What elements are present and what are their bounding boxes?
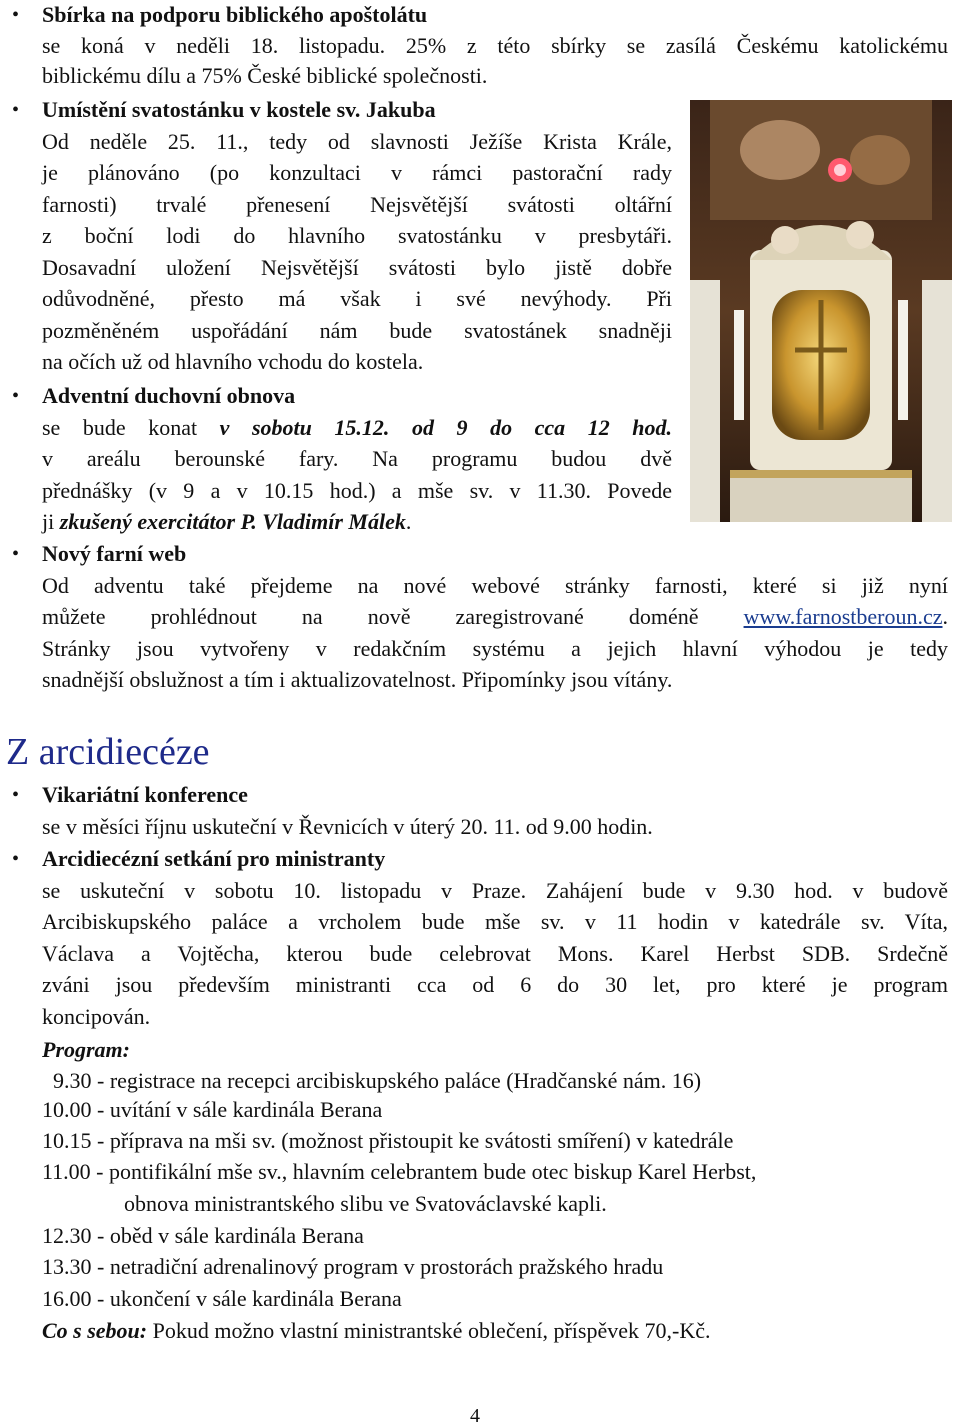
program-label: Program: bbox=[42, 1037, 130, 1062]
bullet: • bbox=[12, 99, 20, 121]
body-line: Od neděle 25. 11., tedy od slavnosti Ježíše Krista Krále, bbox=[42, 129, 672, 154]
program-row: 16.00 - ukončení v sále kardinála Berana bbox=[42, 1286, 402, 1311]
body-line: zváni jsou především ministranti cca od 6 do 30 let, pro které je program bbox=[42, 972, 948, 997]
body-line: pozměněném uspořádání nám bude svatostánek snadněji bbox=[42, 318, 672, 343]
body-line: snadnější obslužnost a tím i aktualizovatelnost. Připomínky jsou vítány. bbox=[42, 667, 673, 692]
body-line: v areálu berounské fary. Na programu budou dvě bbox=[42, 446, 672, 471]
item-heading-ministranti: Arcidiecézní setkání pro ministranty bbox=[42, 846, 386, 871]
body-line: se uskuteční v sobotu 10. listopadu v Praze. Zahájení bude v 9.30 hod. v budově bbox=[42, 878, 948, 903]
parish-website-link[interactable]: www.farnostberoun.cz bbox=[743, 604, 943, 629]
body-line: přednášky (v 9 a v 10.15 hod.) a mše sv. v 11.30. Povede bbox=[42, 478, 672, 503]
bullet: • bbox=[12, 543, 20, 565]
body-line: ji zkušený exercitátor P. Vladimír Málek. bbox=[42, 509, 412, 534]
body-line: je plánováno (po konzultaci v rámci pastorační rady bbox=[42, 160, 672, 185]
bullet: • bbox=[12, 4, 20, 26]
item-heading-sbirka: Sbírka na podporu biblického apoštolátu bbox=[42, 2, 428, 27]
program-row: 10.15 - příprava na mši sv. (možnost přistoupit ke svátosti smíření) v katedrále bbox=[42, 1128, 734, 1153]
program-row: 11.00 - pontifikální mše sv., hlavním celebrantem bude otec biskup Karel Herbst, bbox=[42, 1159, 757, 1184]
item-heading-konference: Vikariátní konference bbox=[42, 782, 248, 807]
item-heading-svatostanek: Umístění svatostánku v kostele sv. Jakuba bbox=[42, 97, 436, 122]
body-line: farnosti) trvalé přenesení Nejsvětější svátosti oltářní bbox=[42, 192, 672, 217]
item-heading-web: Nový farní web bbox=[42, 541, 187, 566]
body-line: biblickému dílu a 75% České biblické společnosti. bbox=[42, 63, 488, 88]
program-row: 9.30 - registrace na recepci arcibiskupského paláce (Hradčanské nám. 16) bbox=[42, 1068, 702, 1093]
bullet: • bbox=[12, 784, 20, 806]
tabernacle-photo bbox=[690, 100, 952, 522]
body-line: z boční lodi do hlavního svatostánku v presbytáři. bbox=[42, 223, 672, 248]
body-line: Dosavadní uložení Nejsvětější svátosti bylo jistě dobře bbox=[42, 255, 672, 280]
body-line: můžete prohlédnout na nově zaregistrované doméně www.farnostberoun.cz. bbox=[42, 604, 948, 629]
body-line: na očích už od hlavního vchodu do kostela. bbox=[42, 349, 424, 374]
program-row: 13.30 - netradiční adrenalinový program v prostorách pražského hradu bbox=[42, 1254, 664, 1279]
program-row: 12.30 - oběd v sále kardinála Berana bbox=[42, 1223, 364, 1248]
body-line: se bude konat v sobotu 15.12. od 9 do cca 12 hod. bbox=[42, 415, 672, 440]
body-line: Arcibiskupského paláce a vrcholem bude mše sv. v 11 hodin v katedrále sv. Víta, bbox=[42, 909, 948, 934]
bullet: • bbox=[12, 385, 20, 407]
page-number: 4 bbox=[470, 1405, 480, 1427]
program-row: obnova ministrantského slibu ve Svatováclavské kapli. bbox=[124, 1191, 607, 1216]
bullet: • bbox=[12, 848, 20, 870]
body-line: koncipován. bbox=[42, 1004, 151, 1029]
body-line: Stránky jsou vytvořeny v redakčním systému a jejich hlavní výhodou je tedy bbox=[42, 636, 948, 661]
body-line: Václava a Vojtěcha, kterou bude celebrovat Mons. Karel Herbst SDB. Srdečně bbox=[42, 941, 948, 966]
section-title: Z arcidiecéze bbox=[6, 731, 210, 773]
body-line: odůvodněné, přesto má však i své nevýhody. Při bbox=[42, 286, 672, 311]
body-line: se koná v neděli 18. listopadu. 25% z této sbírky se zasílá Českému katolickému bbox=[42, 33, 948, 58]
item-heading-obnova: Adventní duchovní obnova bbox=[42, 383, 296, 408]
program-row: 10.00 - uvítání v sále kardinála Berana bbox=[42, 1097, 383, 1122]
body-line: Od adventu také přejdeme na nové webové stránky farnosti, které si již nyní bbox=[42, 573, 948, 598]
bring-line: Co s sebou: Pokud možno vlastní ministrantské oblečení, příspěvek 70,-Kč. bbox=[42, 1318, 711, 1343]
body-line: se v měsíci říjnu uskuteční v Řevnicích v úterý 20. 11. od 9.00 hodin. bbox=[42, 814, 653, 839]
